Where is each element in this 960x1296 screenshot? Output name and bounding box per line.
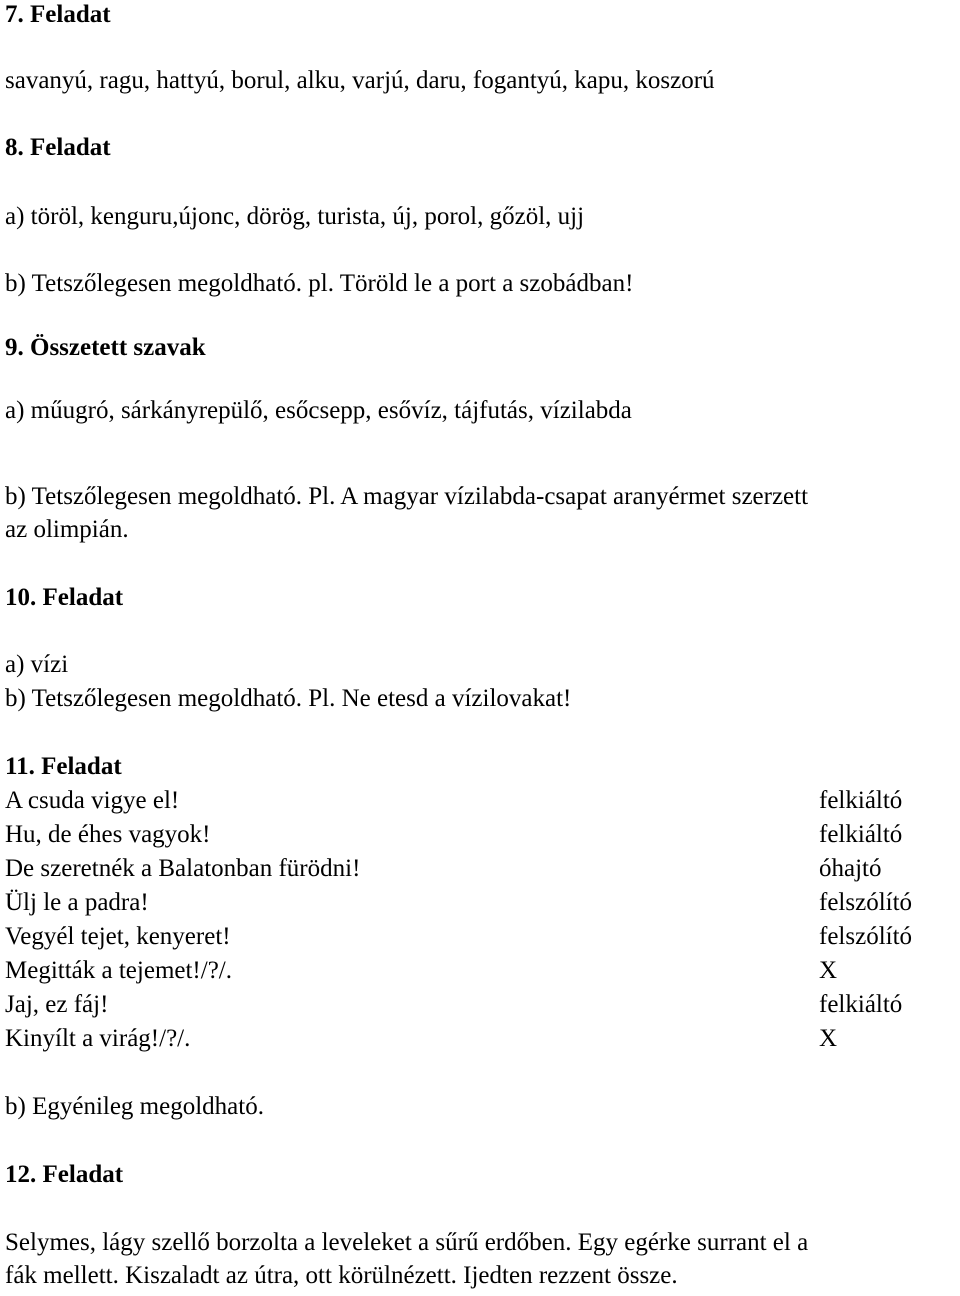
s8-a: a) töröl, kenguru,újonc, dörög, turista, új, porol, gőzöl, ujj: [5, 203, 585, 230]
s11-sentence: Hu, de éhes vagyok!: [5, 821, 211, 848]
s11-type: felszólító: [819, 923, 913, 950]
s10-b: b) Tetszőlegesen megoldható. Pl. Ne etesd a vízilovakat!: [5, 685, 572, 712]
s12-line2: fák mellett. Kiszaladt az útra, ott körülnézett. Ijedten rezzent össze.: [5, 1262, 678, 1289]
s9-a: a) műugró, sárkányrepülő, esőcsepp, esővíz, tájfutás, vízilabda: [5, 397, 632, 424]
s11-sentence: Vegyél tejet, kenyeret!: [5, 923, 231, 950]
s9-b1: b) Tetszőlegesen megoldható. Pl. A magyar vízilabda-csapat aranyérmet szerzett: [5, 483, 809, 510]
s8-heading: 8. Feladat: [5, 134, 111, 161]
s11-sentence: Megitták a tejemet!/?/.: [5, 957, 232, 984]
s11-sentence: A csuda vigye el!: [5, 787, 180, 814]
s11-type: felkiáltó: [819, 821, 903, 848]
s11-sentence: Ülj le a padra!: [5, 889, 149, 916]
s11-type: óhajtó: [819, 855, 882, 882]
s7-heading: 7. Feladat: [5, 1, 111, 28]
s11-type: felkiáltó: [819, 787, 903, 814]
s10-a: a) vízi: [5, 651, 69, 678]
s9-heading: 9. Összetett szavak: [5, 334, 206, 361]
s11-type: felszólító: [819, 889, 913, 916]
s10-heading: 10. Feladat: [5, 584, 124, 611]
s11-type: X: [819, 1025, 838, 1052]
s11-sentence: Kinyílt a virág!/?/.: [5, 1025, 191, 1052]
s8-b: b) Tetszőlegesen megoldható. pl. Töröld le a port a szobádban!: [5, 270, 634, 297]
s11-type: X: [819, 957, 838, 984]
s9-b2: az olimpián.: [5, 516, 129, 543]
s11-b: b) Egyénileg megoldható.: [5, 1093, 264, 1120]
s11-sentence: Jaj, ez fáj!: [5, 991, 109, 1018]
s12-heading: 12. Feladat: [5, 1161, 124, 1188]
s12-line1: Selymes, lágy szellő borzolta a leveleket a sűrű erdőben. Egy egérke surrant el a: [5, 1229, 809, 1256]
s7-text: savanyú, ragu, hattyú, borul, alku, varjú, daru, fogantyú, kapu, koszorú: [5, 67, 715, 94]
s11-heading: 11. Feladat: [5, 753, 122, 780]
s11-sentence: De szeretnék a Balatonban fürödni!: [5, 855, 361, 882]
s11-type: felkiáltó: [819, 991, 903, 1018]
